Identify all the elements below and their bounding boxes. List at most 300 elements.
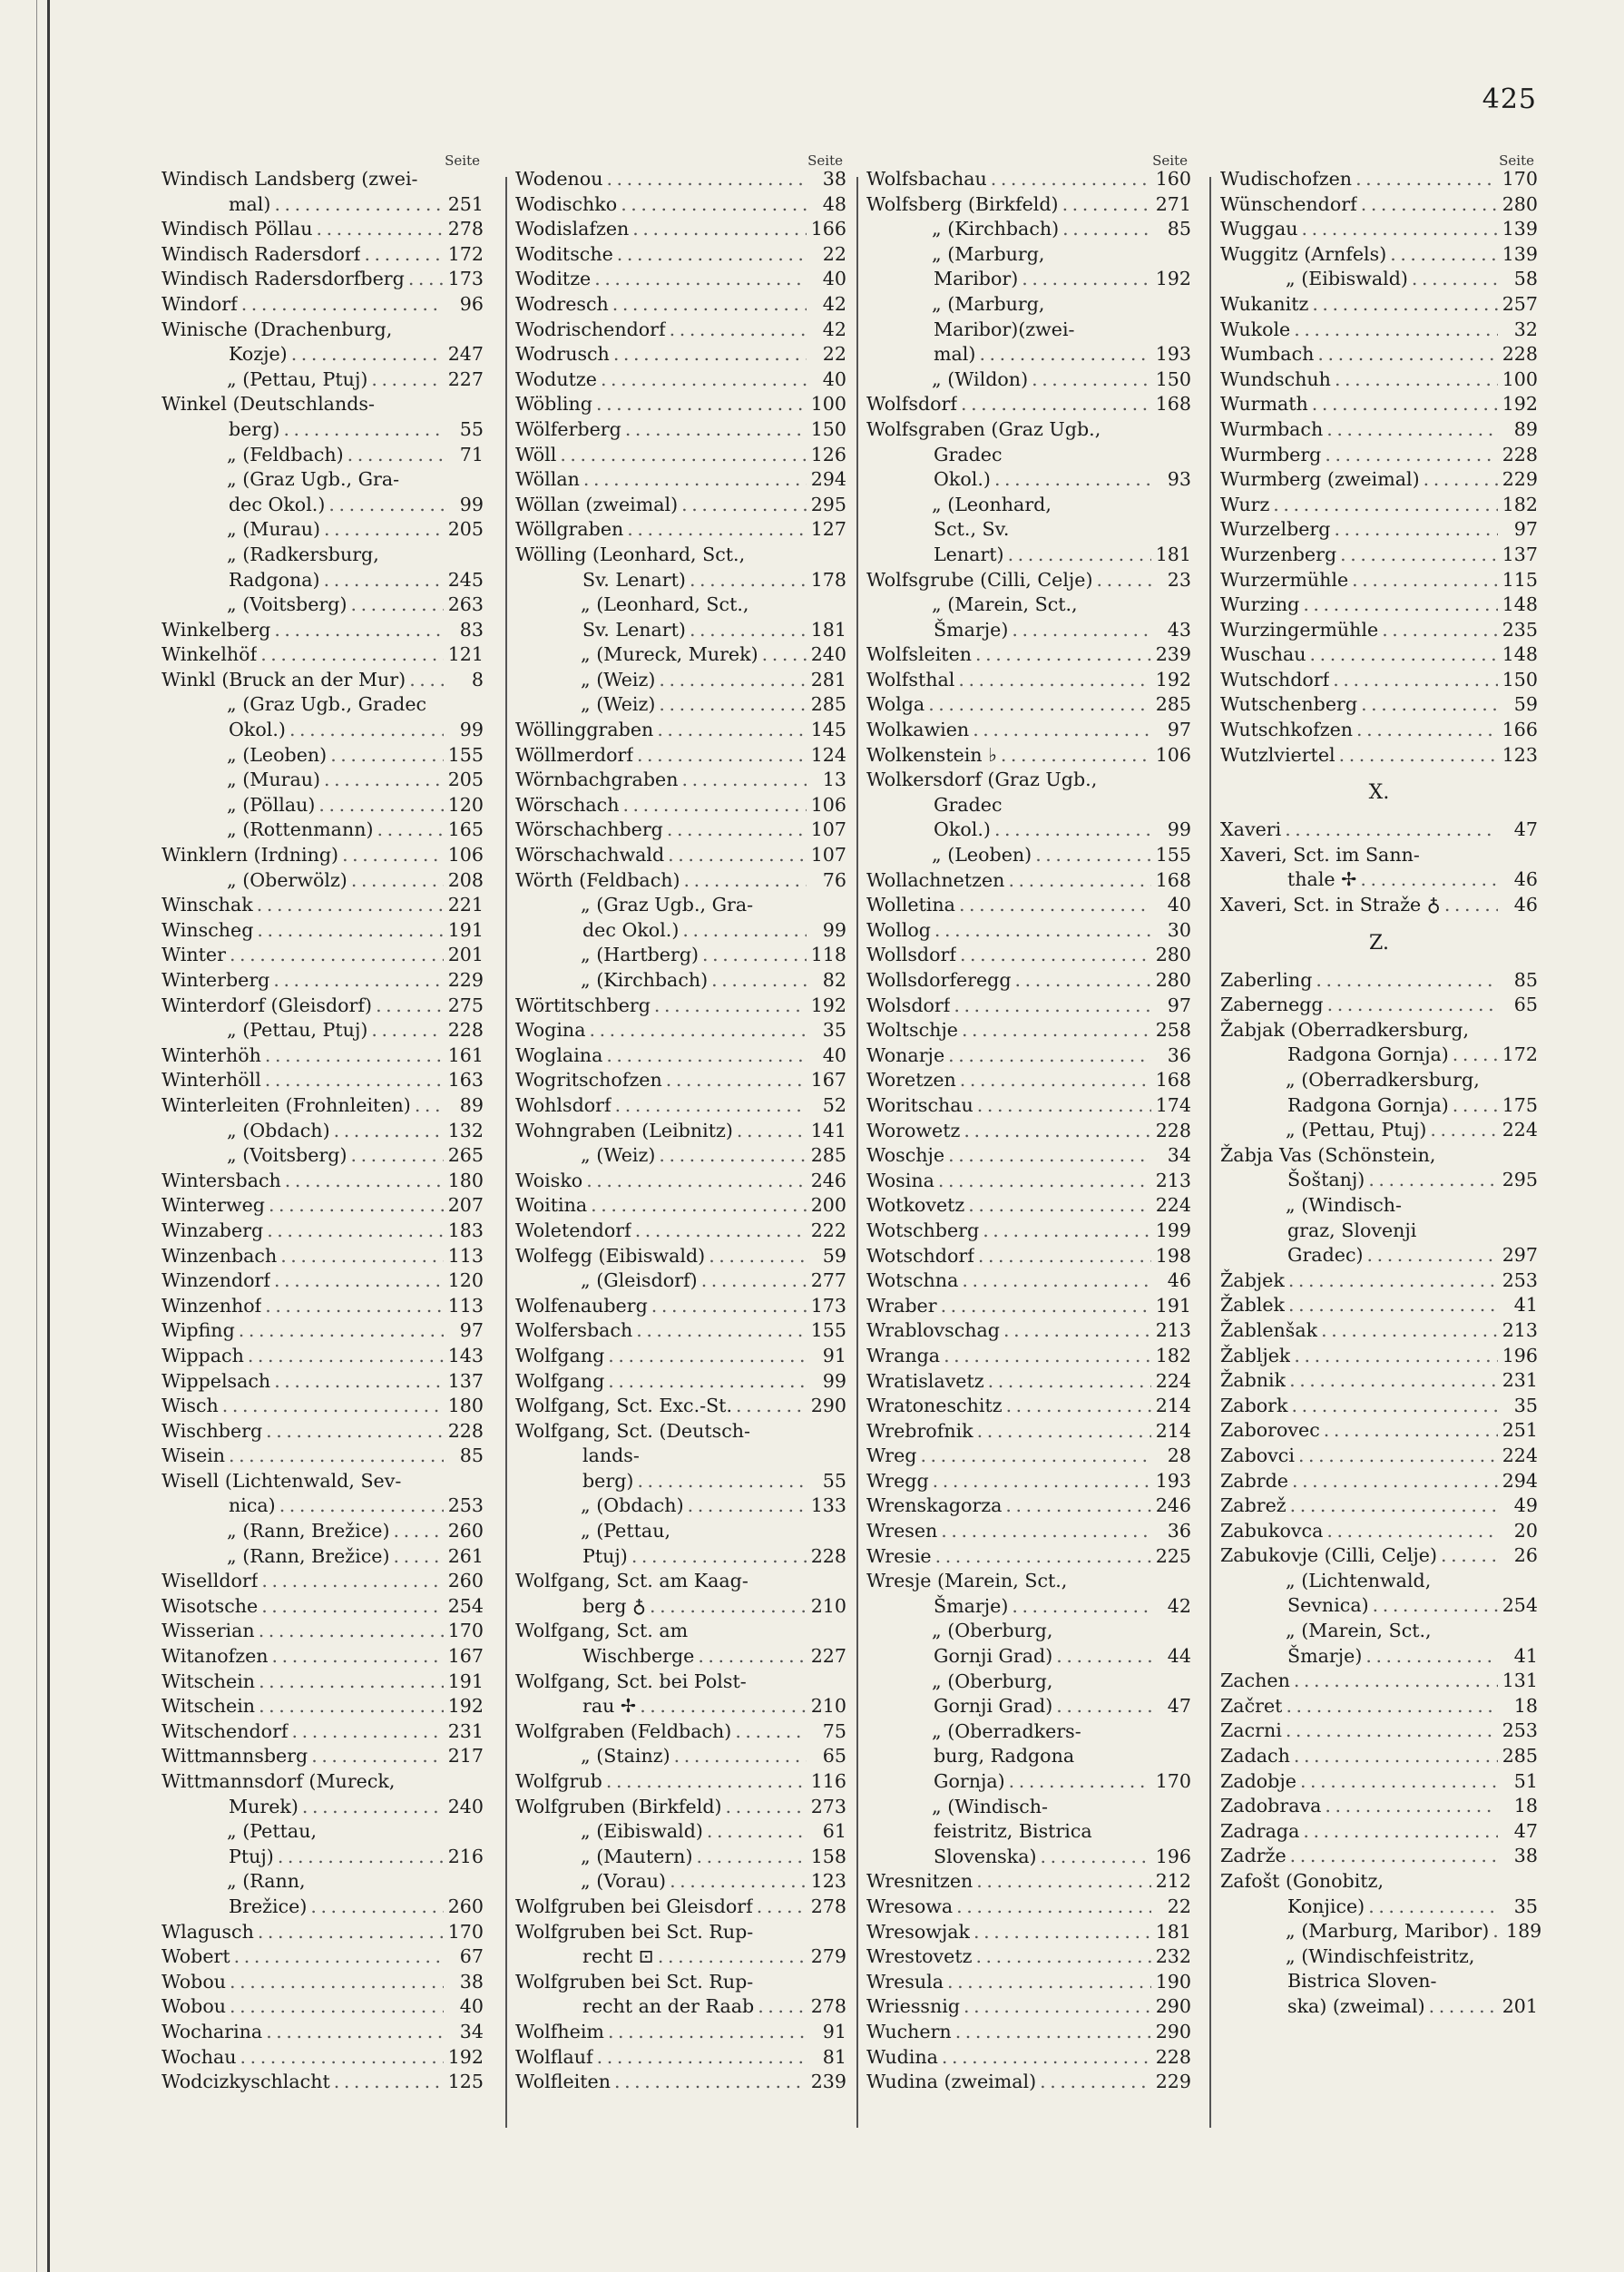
index-entry [1220,1694,1538,1719]
entry-name: Wisserian [161,1620,255,1642]
seite-label: Seite [445,152,480,169]
index-entry [866,1244,1191,1269]
entry-name: „ (Graz Ugb., Gradec [227,693,427,716]
entry-page-number: 192 [1155,268,1191,290]
entry-name: Winterleiten (Frohnleiten) [161,1093,411,1116]
entry-page-number: 175 [1502,1093,1538,1116]
entry-page-number: 227 [447,367,484,390]
entry-page-number: 228 [1155,2045,1191,2068]
index-entry [515,242,846,268]
entry-page-number: 155 [810,1319,846,1342]
index-entry [866,868,1191,894]
leader-dots [960,1068,1151,1093]
entry-page-number: 141 [810,1119,846,1141]
index-entry [866,668,1191,693]
index-entry [161,1619,484,1644]
leader-dots [347,443,444,468]
index-entry [1220,618,1538,643]
index-entry [1220,1593,1538,1619]
index-entry [866,367,1191,393]
leader-dots [668,843,807,868]
index-entry [866,1043,1191,1069]
index-entry [161,493,484,518]
leader-dots [393,1519,444,1544]
entry-name: Wurzenberg [1220,543,1337,565]
leader-dots [351,592,445,618]
entry-name: Žabnik [1220,1369,1286,1392]
entry-name: Woschje [866,1144,945,1167]
leader-dots [1289,1368,1498,1394]
leader-dots [265,1294,444,1319]
index-entry [515,443,846,468]
entry-name: Windisch Radersdorf [161,242,361,265]
index-entry [515,642,846,668]
leader-dots [608,1369,807,1395]
leader-dots [688,1493,807,1519]
entry-name: berg ♁ [582,1594,646,1617]
index-entry [515,1344,846,1369]
leader-dots [631,1544,807,1570]
entry-name: Wohngraben (Leibnitz) [515,1119,733,1141]
index-entry [866,1944,1191,1970]
entry-page-number: 285 [810,1144,846,1167]
entry-name: Winterhöh [161,1043,261,1066]
leader-dots [278,1845,444,1870]
entry-name: Xaveri [1220,818,1282,841]
index-entry [515,994,846,1019]
entry-name: Wurzelberg [1220,518,1331,541]
entry-name: Sv. Lenart) [582,568,686,591]
leader-dots [267,1219,444,1244]
entry-name: Wörnbachgraben [515,769,679,791]
leader-dots [650,1594,807,1620]
index-entry [515,692,846,718]
index-entry [515,1895,846,1920]
entry-page-number: 191 [1155,1294,1191,1317]
leader-dots [709,1244,807,1269]
index-entry [515,192,846,218]
entry-name: Winkelhöf [161,643,258,666]
index-entry [866,1619,1191,1644]
leader-dots [621,192,807,218]
leader-dots [938,1169,1151,1194]
entry-page-number: 205 [447,769,484,791]
index-column-1 [161,154,484,2095]
entry-name: Wolkawien [866,719,970,741]
entry-name: rau ✢ [582,1695,637,1718]
leader-dots [1286,1694,1498,1719]
leader-dots [230,1994,444,2020]
index-entry [1220,568,1538,593]
leader-dots [1022,267,1151,292]
entry-name: Wolfgang, Sct. am [515,1620,689,1642]
leader-dots [954,994,1151,1019]
entry-page-number: 191 [447,918,484,941]
index-entry [1220,1543,1538,1569]
entry-page-number: 240 [447,1795,484,1817]
leader-dots [1373,1593,1498,1619]
index-entry [1220,1093,1538,1119]
seite-label: Seite [1499,152,1534,169]
index-entry [866,943,1191,968]
entry-page-number: 65 [822,1745,846,1768]
index-entry [161,1169,484,1194]
index-entry [866,1869,1191,1895]
index-entry [161,1594,484,1620]
index-entry [866,1744,1191,1769]
index-entry [866,167,1191,192]
index-entry [161,1318,484,1344]
entry-name: Wiselldorf [161,1570,259,1592]
entry-name: Wolfgruben bei Gleisdorf [515,1895,753,1917]
leader-dots [1294,1744,1498,1769]
leader-dots [266,1419,444,1444]
entry-page-number: 35 [1513,1394,1538,1416]
entry-name: Wurmberg [1220,443,1322,465]
leader-dots [583,467,807,493]
entry-name: Šmarje) [934,1594,1009,1617]
index-entry [161,1970,484,1995]
entry-name: Winter [161,944,226,966]
entry-name: Konjice) [1287,1895,1365,1917]
index-entry [866,1519,1191,1544]
entry-name: „ (Oberradkers- [932,1719,1081,1742]
index-entry [161,392,484,417]
entry-name: Okol.) [934,468,991,491]
entry-name: Wobert [161,1945,230,1968]
entry-page-number: 40 [822,367,846,390]
index-entry [161,818,484,843]
entry-name: „ (Graz Ugb., Gra- [227,468,400,491]
leader-dots [707,1819,807,1845]
entry-page-number: 65 [1513,994,1538,1016]
entry-name: Kozje) [229,343,288,366]
index-column-2 [515,154,846,2095]
entry-page-number: 239 [810,2071,846,2093]
entry-page-number: 38 [1513,1845,1538,1867]
entry-page-number: 58 [1513,268,1538,290]
index-entry [515,2045,846,2071]
leader-dots [657,718,807,743]
entry-page-number: 278 [447,218,484,240]
leader-dots [257,918,444,944]
leader-dots [1335,367,1498,393]
index-entry [866,1795,1191,1820]
index-entry [161,1694,484,1719]
leader-dots [690,568,807,593]
index-entry [515,392,846,417]
entry-name: Žablek [1220,1294,1286,1317]
entry-name: Wolfsdorf [866,393,957,416]
entry-page-number: 48 [822,192,846,215]
entry-name: Wollog [866,918,931,941]
entry-name: „ (Kirchbach) [932,218,1060,240]
index-entry [161,642,484,668]
entry-name: Woglaina [515,1043,603,1066]
index-entry [1220,1669,1538,1694]
entry-name: Wodrischendorf [515,318,666,340]
entry-name: Wollsdorf [866,944,956,966]
entry-page-number: 278 [810,1995,846,2018]
index-entry [866,467,1191,493]
entry-name: Wodislafzen [515,218,630,240]
index-entry [866,1068,1191,1093]
leader-dots [1368,1168,1498,1193]
entry-name: Wocharina [161,2020,263,2042]
index-entry [866,568,1191,593]
leader-dots [1015,968,1151,994]
leader-dots [265,1043,444,1069]
entry-page-number: 181 [1155,543,1191,565]
index-entry [161,517,484,543]
leader-dots [632,217,807,242]
entry-page-number: 294 [810,468,846,491]
leader-dots [1453,1043,1498,1068]
index-entry [161,1644,484,1670]
entry-page-number: 280 [1155,969,1191,991]
entry-name: Wudina [866,2045,938,2068]
entry-page-number: 170 [447,1620,484,1642]
leader-dots [701,1268,807,1294]
entry-name: Wranga [866,1344,941,1366]
entry-name: Wöllinggraben [515,719,654,741]
entry-page-number: 253 [1502,1268,1538,1291]
entry-page-number: 213 [1155,1319,1191,1342]
entry-name: Wotschberg [866,1219,980,1241]
entry-name: Winschak [161,894,253,916]
leader-dots [280,1244,444,1269]
entry-page-number: 217 [447,1745,484,1768]
entry-name: Wollsdorferegg [866,969,1012,991]
leader-dots [962,1268,1151,1294]
entry-page-number: 295 [1502,1169,1538,1191]
entry-name: Zabrde [1220,1469,1288,1492]
leader-dots [377,818,444,843]
entry-name: Wodischko [515,192,618,215]
leader-dots [658,1944,807,1970]
leader-dots [1316,968,1498,994]
index-entry [515,1244,846,1269]
entry-name: Wolfenauberg [515,1294,648,1317]
leader-dots [241,292,444,318]
index-entry [866,1845,1191,1870]
leader-dots [1356,718,1498,743]
entry-page-number: 36 [1167,1520,1191,1542]
entry-name: Zafošt (Gonobitz, [1220,1870,1384,1892]
entry-name: Wriessnig [866,1995,961,2018]
entry-page-number: 224 [1155,1194,1191,1217]
index-entry [866,1769,1191,1795]
entry-name: Okol.) [934,818,991,841]
leader-dots [736,1394,807,1419]
index-entry [866,818,1191,843]
entry-page-number: 139 [1502,242,1538,265]
index-entry [515,1719,846,1745]
entry-page-number: 182 [1502,493,1538,515]
entry-page-number: 131 [1502,1670,1538,1692]
entry-page-number: 174 [1155,1093,1191,1116]
entry-page-number: 107 [810,844,846,867]
index-entry [161,1769,484,1795]
leader-dots [342,843,444,868]
entry-page-number: 168 [1155,1069,1191,1092]
entry-name: Worowetz [866,1119,961,1141]
leader-dots [1327,993,1498,1018]
entry-page-number: 125 [447,2071,484,2093]
entry-name: Wittmannsberg [161,1745,308,1768]
entry-name: „ (Rann, [227,1870,306,1893]
index-entry [1220,1243,1538,1268]
index-entry [1220,1869,1538,1895]
index-entry [515,342,846,367]
leader-dots [659,668,807,693]
leader-dots [1300,1769,1498,1795]
index-entry [866,718,1191,743]
entry-page-number: 106 [1155,743,1191,766]
index-entry [866,1344,1191,1369]
index-entry [1220,668,1538,693]
leader-dots [1324,1418,1498,1444]
entry-name: Wolfgang, Sct. (Deutsch- [515,1419,750,1442]
leader-dots [622,793,807,818]
entry-page-number: 38 [459,1970,484,1993]
index-entry [866,1143,1191,1169]
entry-name: Woisko [515,1169,583,1191]
leader-dots [1367,1243,1498,1268]
entry-page-number: 246 [1155,1494,1191,1517]
entry-name: Wutschenberg [1220,693,1358,716]
leader-dots [928,692,1151,718]
entry-page-number: 100 [1502,367,1538,390]
leader-dots [1005,1493,1151,1519]
entry-name: ska) (zweimal) [1287,1994,1425,2017]
entry-page-number: 229 [1502,468,1538,491]
leader-dots [962,1018,1151,1043]
entry-name: „ (Weiz) [581,1144,656,1167]
entry-name: Začret [1220,1694,1283,1717]
leader-dots [942,2045,1151,2071]
leader-dots [975,642,1151,668]
entry-name: Winzenhof [161,1294,262,1317]
entry-page-number: 20 [1513,1519,1538,1542]
leader-dots [1041,1845,1151,1870]
leader-dots [601,367,807,393]
leader-dots [1294,318,1498,343]
index-entry [866,893,1191,918]
entry-name: „ (Stainz) [581,1745,670,1768]
entry-name: Wuchern [866,2020,952,2042]
index-entry [866,2045,1191,2071]
entry-page-number: 183 [447,1219,484,1241]
leader-dots [964,1994,1151,2020]
leader-dots [988,1369,1151,1395]
entry-page-number: 228 [1155,1119,1191,1141]
index-entry [515,743,846,769]
entry-name: Wörschachberg [515,818,663,841]
leader-dots [1310,642,1498,668]
entry-page-number: 225 [1155,1544,1191,1567]
index-entry [866,1268,1191,1294]
entry-name: nica) [229,1494,276,1517]
entry-name: Žabjek [1220,1268,1285,1291]
leader-dots [1292,1469,1498,1494]
entry-name: Wosina [866,1169,934,1191]
entry-name: „ (Pettau, Ptuj) [1286,1119,1427,1141]
entry-page-number: 44 [1167,1645,1191,1668]
entry-page-number: 99 [1167,818,1191,841]
leader-dots [959,893,1151,918]
leader-dots [260,642,444,668]
index-entry [161,217,484,242]
index-entry [866,1694,1191,1719]
index-entry [866,1444,1191,1469]
entry-page-number: 61 [822,1820,846,1843]
leader-dots [608,1344,807,1369]
index-column-3 [866,154,1191,2095]
leader-dots [948,1143,1151,1169]
index-entry [515,1644,846,1670]
entry-page-number: 118 [810,944,846,966]
leader-dots [1360,867,1498,893]
entry-page-number: 99 [459,719,484,741]
entry-name: Wotschna [866,1269,959,1292]
entry-name: Maribor) [934,268,1019,290]
index-entry [1220,1418,1538,1444]
leader-dots [948,1043,1151,1069]
entry-page-number: 210 [810,1695,846,1718]
entry-name: Wresje (Marein, Sct., [866,1570,1068,1592]
leader-dots [711,968,807,994]
entry-page-number: 97 [1167,994,1191,1016]
leader-dots [617,242,807,268]
index-entry [515,1994,846,2020]
leader-dots [560,443,807,468]
entry-name: Zadraga [1220,1819,1300,1842]
entry-name: „ (Rann, Brežice) [227,1544,390,1567]
entry-page-number: 41 [1513,1294,1538,1317]
leader-dots [941,1519,1151,1544]
entry-page-number: 47 [1513,818,1538,841]
entry-name: Zabork [1220,1394,1288,1416]
entry-page-number: 228 [447,1019,484,1042]
entry-name: Wrablovschag [866,1319,1000,1342]
entry-name: Wodrusch [515,343,610,366]
index-entry [1220,1368,1538,1394]
entry-page-number: 172 [1502,1043,1538,1066]
entry-name: Woitina [515,1194,588,1217]
page-edge-shadow [36,0,37,2272]
leader-dots [666,1068,807,1093]
leader-dots [659,692,807,718]
leader-dots [257,893,444,918]
index-entry [515,1795,846,1820]
entry-name: Wöllan [515,468,580,491]
leader-dots [994,818,1151,843]
entry-name: Wukole [1220,318,1291,340]
leader-dots [1340,543,1498,568]
leader-dots [737,1119,807,1144]
entry-name: Wolfsgrube (Cilli, Celje) [866,568,1093,591]
entry-name: Wotkovetz [866,1194,965,1217]
index-entry [161,1119,484,1144]
entry-name: Wolfgang [515,1369,605,1392]
entry-page-number: 85 [459,1444,484,1467]
entry-name: Gornji Grad) [934,1695,1053,1718]
entry-page-number: 132 [447,1119,484,1141]
leader-dots [762,642,807,668]
entry-name: Wuggau [1220,218,1298,240]
leader-dots [1444,893,1498,918]
